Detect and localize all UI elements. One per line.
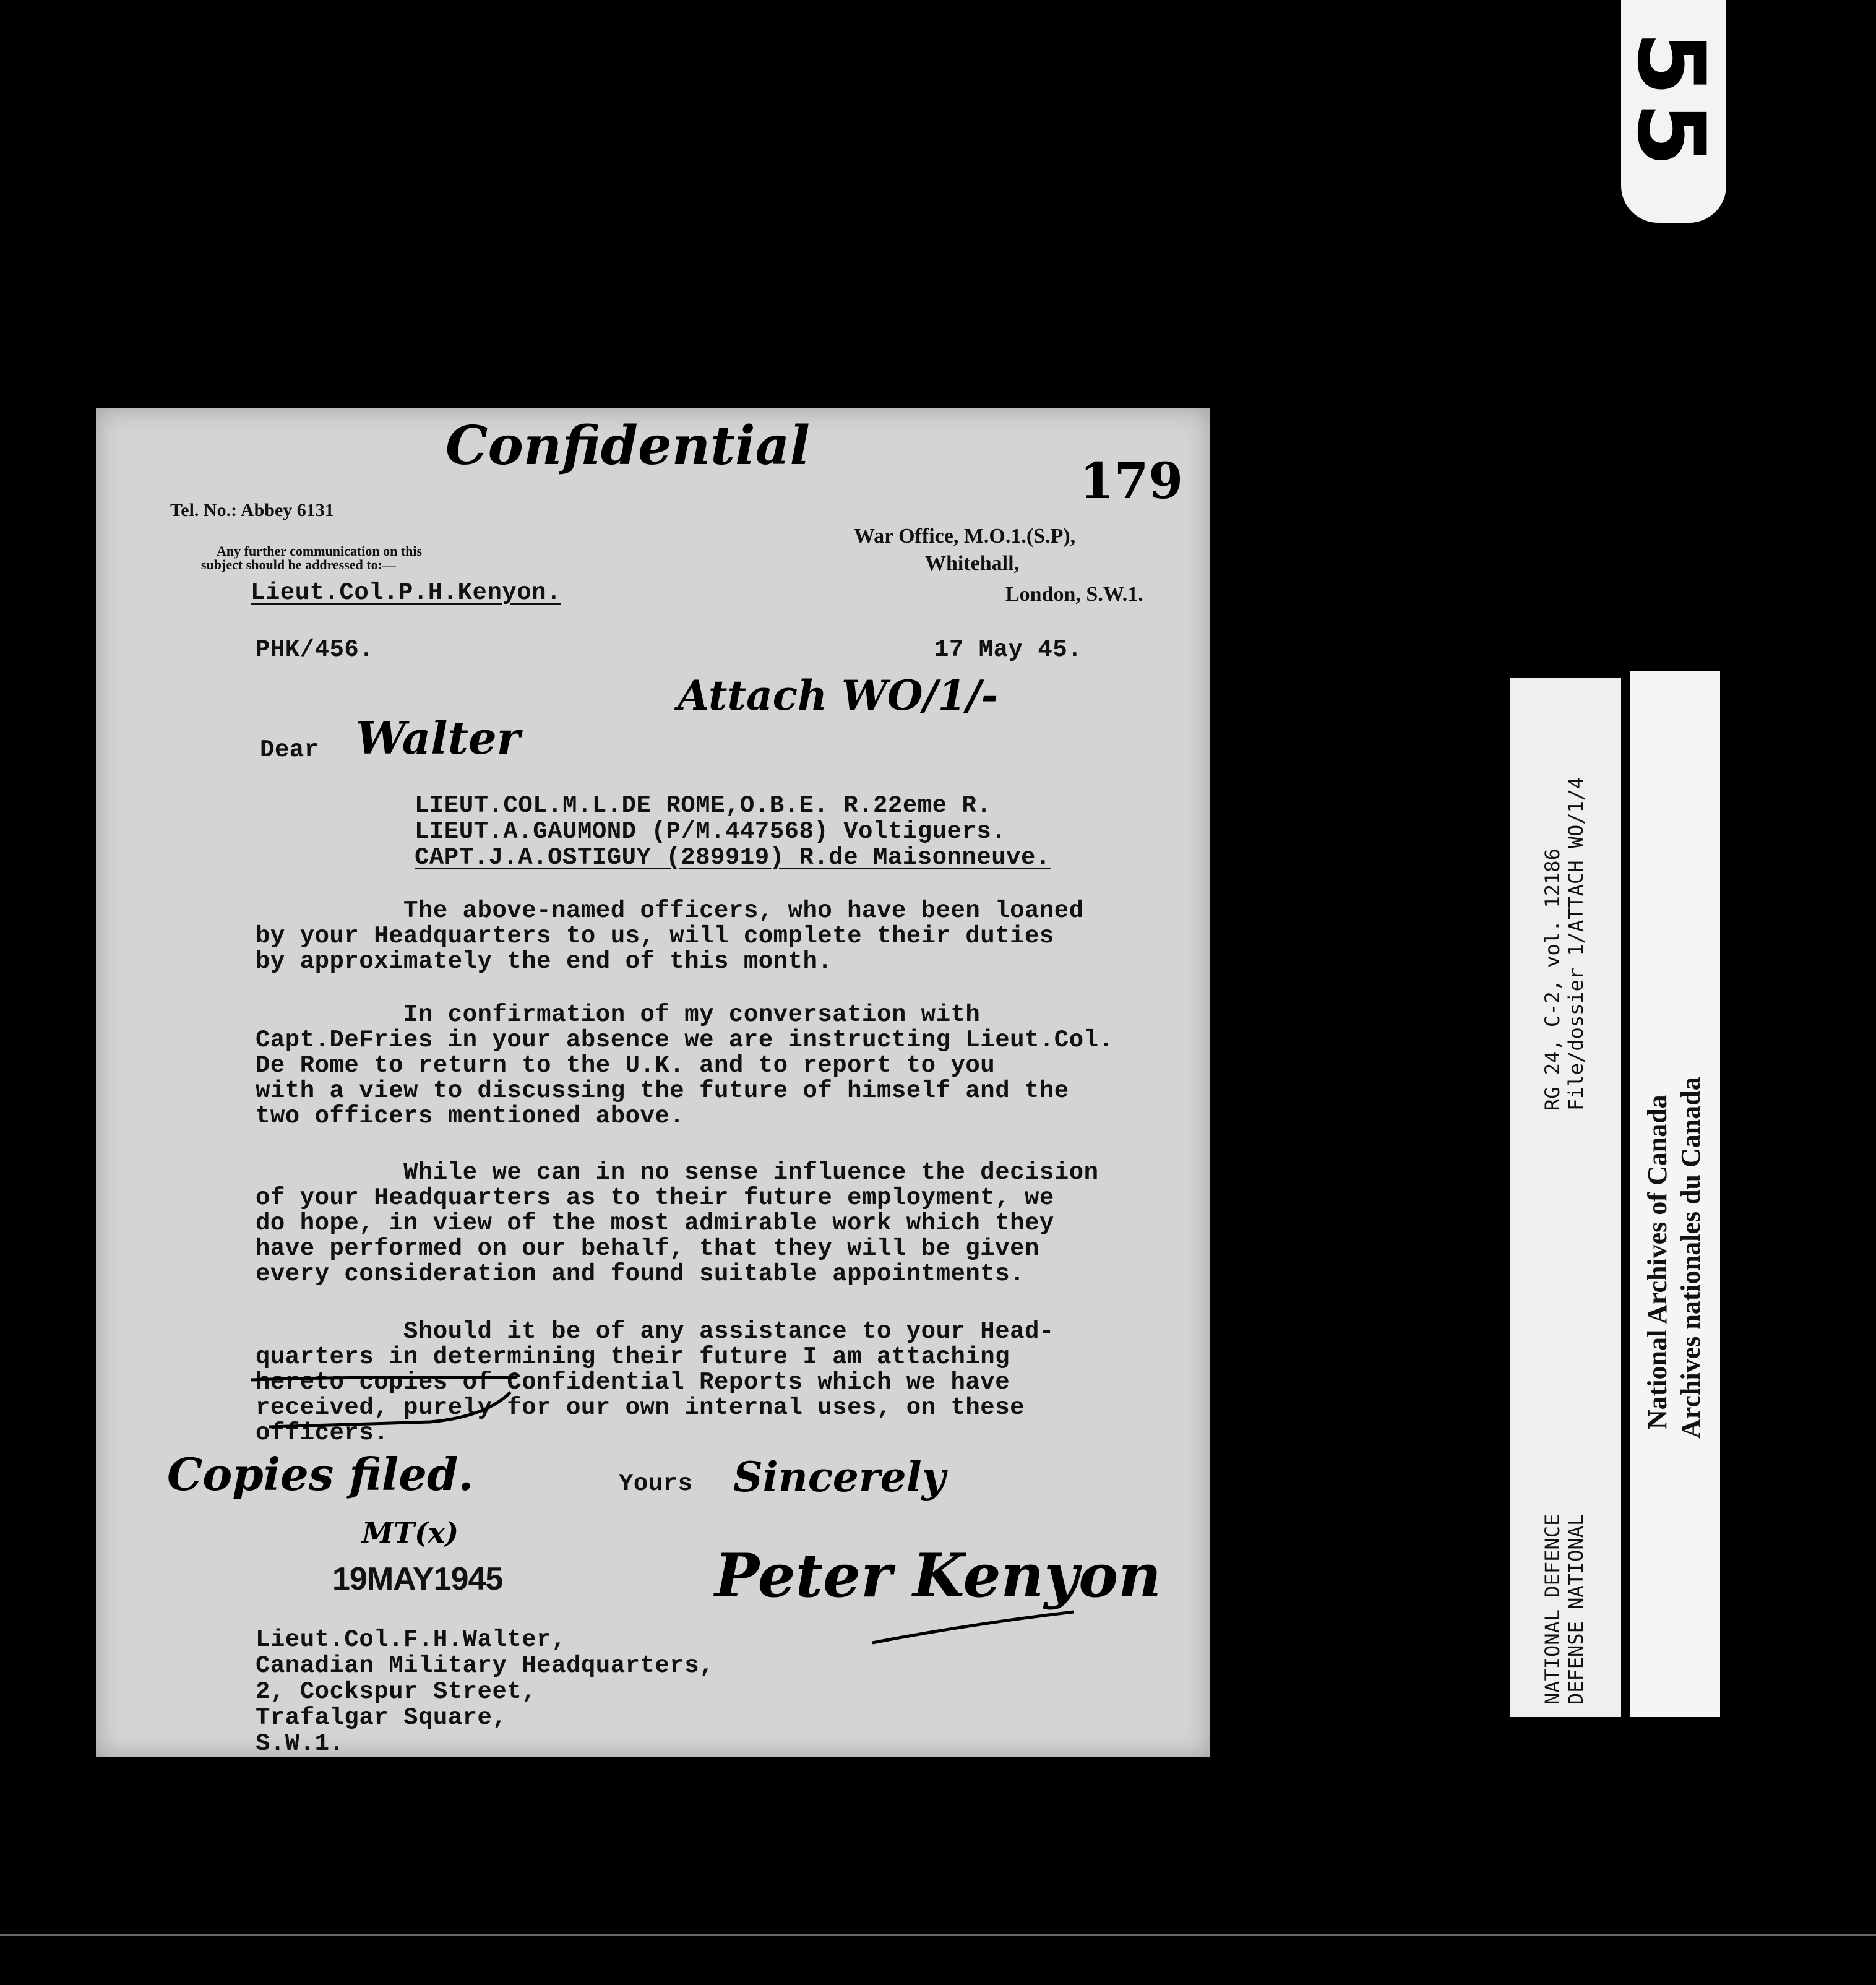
recipient-line-2: Canadian Military Headquarters, <box>256 1652 715 1679</box>
body-paragraph-2: In confirmation of my conversation with Capt.DeFries in your absence we are instructing Lieut.Col. De Rome to return to the U.K. and to report to you with a view to discussing the future of himself and the two officers mentioned above. <box>256 1001 1114 1130</box>
reference-number: PHK/456. <box>256 636 374 663</box>
letter-date: 17 May 45. <box>934 636 1083 663</box>
frame-number: 55 <box>1617 31 1724 173</box>
department-line-2: DEFENSE NATIONAL <box>1564 1514 1588 1705</box>
folio-number: 179 <box>1080 452 1183 510</box>
recipient-line-4: Trafalgar Square, <box>256 1704 507 1731</box>
archives-name-strip <box>1630 671 1720 1717</box>
body-paragraph-1: The above-named officers, who have been loaned by your Headquarters to us, will complete their duties by approximately the end of this month. <box>256 897 1084 975</box>
closing-yours: Yours <box>619 1470 693 1497</box>
archive-reference-strip <box>1510 678 1621 1717</box>
archive-ref-line-1: RG 24, C-2, vol. 12186 <box>1541 848 1564 1111</box>
recipient-line-5: S.W.1. <box>256 1730 345 1757</box>
initials-note: MT(x) <box>362 1516 459 1549</box>
handwritten-bracket <box>244 1374 541 1436</box>
subject-line-3: CAPT.J.A.OSTIGUY (289919) R.de Maisonneuve. <box>415 844 1051 871</box>
sender-address-line-1: War Office, M.O.1.(S.P), <box>854 525 1076 548</box>
confidential-handwritten-note: Confidential <box>445 415 811 477</box>
closing-sincerely: Sincerely <box>733 1453 946 1501</box>
body-paragraph-3: While we can in no sense influence the decision of your Headquarters as to their future employment, we do hope, in view of the most admirable work which they have performed on our behalf, that they will be given every consideration and found suitable appointments. <box>256 1159 1099 1288</box>
sender-address-line-2: Whitehall, <box>925 552 1020 575</box>
received-date-stamp: 19MAY1945 <box>332 1561 503 1597</box>
telephone-number: Tel. No.: Abbey 6131 <box>170 500 334 520</box>
further-communication-line-1: Any further communication on this <box>217 543 423 559</box>
film-edge-line <box>0 1934 1876 1936</box>
attach-file-note: Attach WO/1/- <box>678 671 999 720</box>
copies-filed-note: Copies filed. <box>167 1448 474 1501</box>
recipient-line-3: 2, Cockspur Street, <box>256 1678 537 1705</box>
salutation: Dear <box>260 736 319 764</box>
archive-ref-line-2: File/dossier 1/ATTACH WO/1/4 <box>1564 777 1588 1111</box>
further-communication-line-2: subject should be addressed to:— <box>201 557 396 572</box>
signature: Peter Kenyon <box>715 1541 1161 1611</box>
archives-name-english: National Archives of Canada <box>1642 1095 1672 1429</box>
letter-page <box>96 408 1210 1757</box>
subject-line-2: LIEUT.A.GAUMOND (P/M.447568) Voltiguers. <box>415 818 1007 845</box>
signature-underline <box>869 1606 1080 1649</box>
recipient-line-1: Lieut.Col.F.H.Walter, <box>256 1626 566 1653</box>
department-line-1: NATIONAL DEFENCE <box>1541 1514 1564 1705</box>
salutation-name: Walter <box>356 712 520 764</box>
body-paragraph-4: Should it be of any assistance to your Head- quarters in determining their future I am attaching hereto copies of Confidential Reports which we have received, purely for our own internal uses, on these officers. <box>256 1318 1054 1447</box>
archives-name-french: Archives nationales du Canada <box>1676 1077 1706 1439</box>
sender-address-line-3: London, S.W.1. <box>1005 583 1143 606</box>
reply-to-officer: Lieut.Col.P.H.Kenyon. <box>251 579 561 606</box>
subject-line-1: LIEUT.COL.M.L.DE ROME,O.B.E. R.22eme R. <box>415 792 992 819</box>
